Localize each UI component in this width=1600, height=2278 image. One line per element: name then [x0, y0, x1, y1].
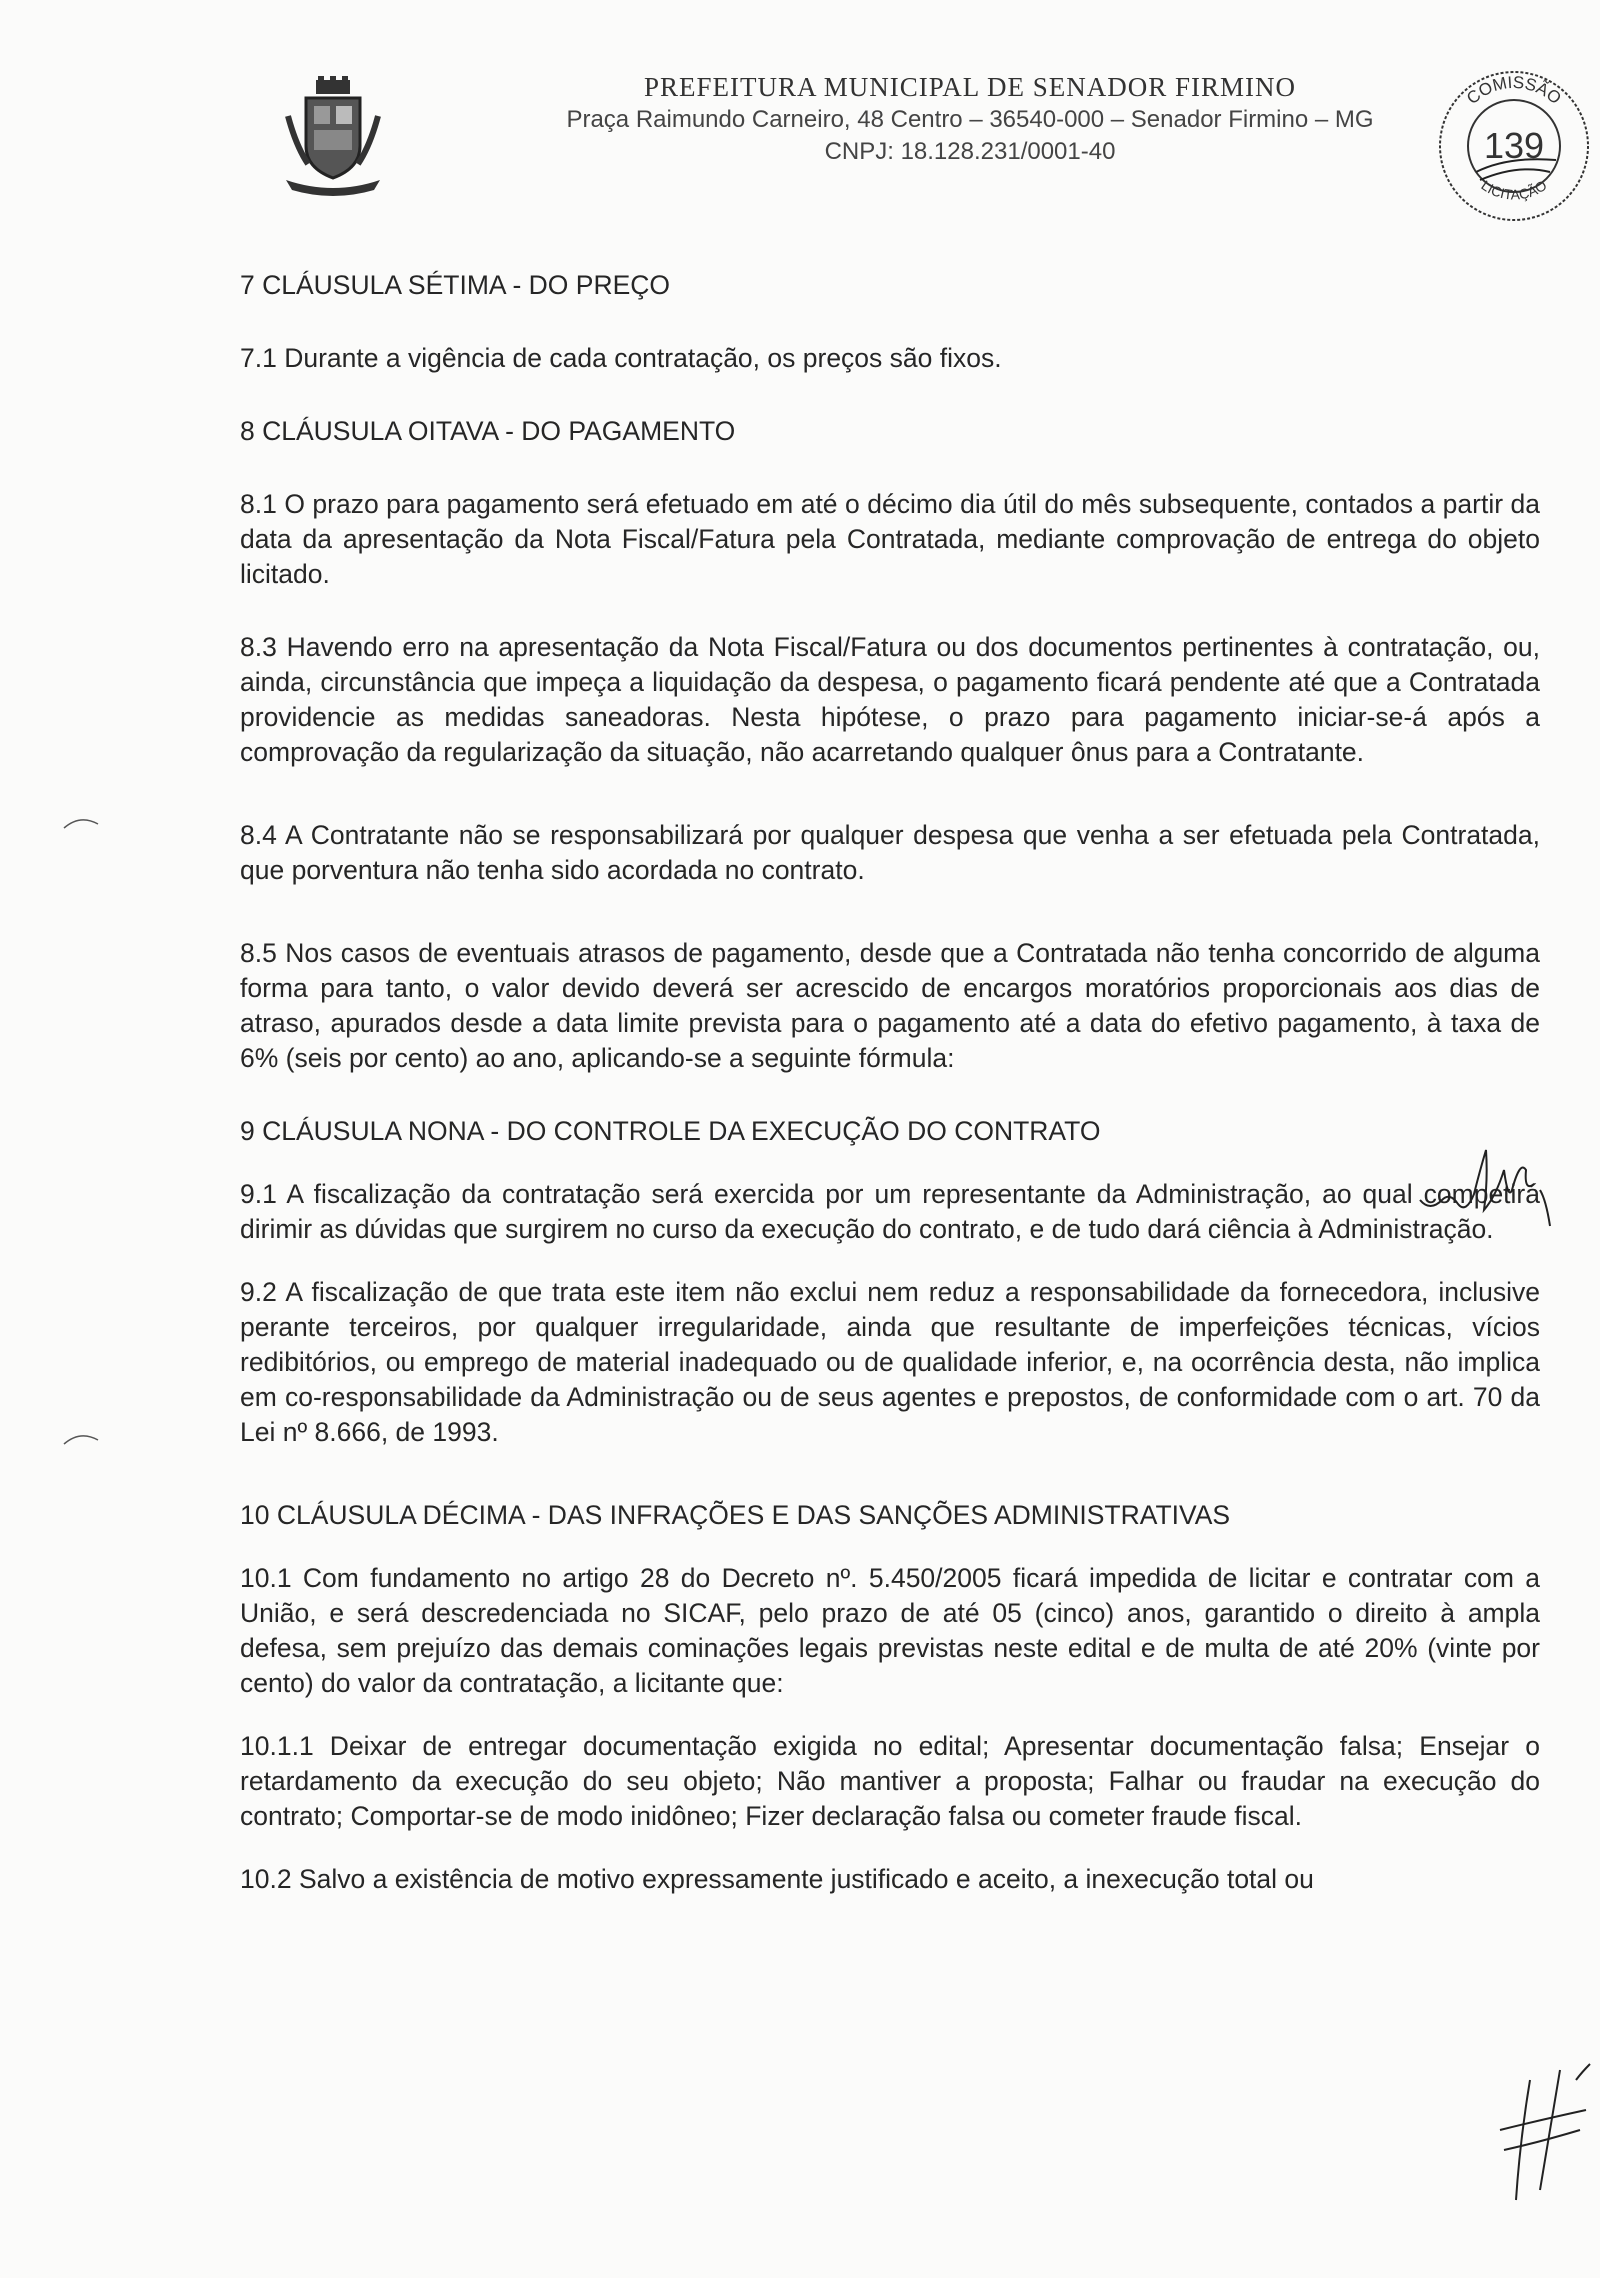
letterhead — [480, 70, 1460, 168]
clause-10-heading: 10 CLÁUSULA DÉCIMA - DAS INFRAÇÕES E DAS SANÇÕES ADMINISTRATIVAS — [240, 1500, 1231, 1530]
clause-9-1: 9.1 A fiscalização da contratação será exercida por um representante da Administração, ao qual competirá dirimir as dúvidas que surgirem no curso da execução do contrato, e de tudo dará ciência à Administração. — [240, 1179, 1540, 1244]
clause-9-2: 9.2 A fiscalização de que trata este item não exclui nem reduz a responsabilidade da fornecedora, inclusive perante terceiros, por qualquer irregularidade, ainda que resultante de imperfeições técnicas, vícios redibitórios, ou emprego de material inadequado ou de qualidade inferior, e, na ocorrência desta, não implica em co-responsabilidade da Administração ou de seus agentes e prepostos, de conformidade com o art. 70 da Lei nº 8.666, de 1993. — [240, 1277, 1540, 1447]
margin-mark — [62, 812, 102, 832]
clause-10-2: 10.2 Salvo a existência de motivo expressamente justificado e aceito, a inexecução total ou — [240, 1864, 1314, 1894]
stamp-bottom-text: LICITAÇÃO — [1478, 176, 1550, 203]
handwritten-signature — [1400, 1130, 1600, 1240]
stamp-number: 139 — [1483, 125, 1545, 166]
municipal-crest-icon — [278, 76, 388, 196]
organization-cnpj: CNPJ: 18.128.231/0001-40 — [824, 138, 1116, 165]
clause-7-heading: 7 CLÁUSULA SÉTIMA - DO PREÇO — [240, 270, 671, 300]
clause-8-4: 8.4 A Contratante não se responsabilizará por qualquer despesa que venha a ser efetuada pela Contratada, que porventura não tenha sido acordada no contrato. — [240, 820, 1540, 885]
organization-name: PREFEITURA MUNICIPAL DE SENADOR FIRMINO — [643, 72, 1297, 102]
clause-7-1: 7.1 Durante a vigência de cada contratação, os preços são fixos. — [240, 343, 1002, 373]
stamp-top-text: COMISSÃO — [1463, 72, 1565, 109]
clause-9-heading: 9 CLÁUSULA NONA - DO CONTROLE DA EXECUÇÃO DO CONTRATO — [240, 1116, 1101, 1146]
clause-8-1: 8.1 O prazo para pagamento será efetuado em até o décimo dia útil do mês subsequente, contados a partir da data da apresentação da Nota Fiscal/Fatura pela Contratada, mediante comprovação de entrega do objeto licitado. — [240, 489, 1540, 589]
contract-body — [240, 268, 1540, 1897]
clause-8-heading: 8 CLÁUSULA OITAVA - DO PAGAMENTO — [240, 416, 736, 446]
clause-8-5: 8.5 Nos casos de eventuais atrasos de pagamento, desde que a Contratada não tenha concorrido de alguma forma para tanto, o valor devido deverá ser acrescido de encargos moratórios proporcionais aos dias de atraso, apurados desde a data limite prevista para o pagamento até a data do efetivo pagamento, à taxa de 6% (seis por cento) ao ano, aplicando-se a seguinte fórmula: — [240, 938, 1540, 1073]
organization-address: Praça Raimundo Carneiro, 48 Centro – 36540-000 – Senador Firmino – MG — [566, 106, 1374, 133]
clause-10-1-1: 10.1.1 Deixar de entregar documentação exigida no edital; Apresentar documentação falsa; Ensejar o retardamento da execução do seu objeto; Não mantiver a proposta; Falhar ou fraudar na execução do contrato; Comportar-se de modo inidôneo; Fizer declaração falsa ou cometer fraude fiscal. — [240, 1731, 1540, 1831]
commission-stamp — [1428, 60, 1600, 232]
margin-mark — [62, 1428, 102, 1448]
clause-8-3: 8.3 Havendo erro na apresentação da Nota Fiscal/Fatura ou dos documentos pertinentes à contratação, ou, ainda, circunstância que impeça a liquidação da despesa, o pagamento ficará pendente até que a Contratada providencie as medidas saneadoras. Nesta hipótese, o prazo para pagamento iniciar-se-á após a comprovação da regularização da situação, não acarretando qualquer ônus para a Contratante. — [240, 632, 1540, 767]
handwritten-initials — [1490, 2060, 1600, 2210]
clause-10-1: 10.1 Com fundamento no artigo 28 do Decreto nº. 5.450/2005 ficará impedida de licitar e contratar com a União, e será descredenciada no SICAF, pelo prazo de até 05 (cinco) anos, garantido o direito à ampla defesa, sem prejuízo das demais cominações legais previstas neste edital e de multa de até 20% (vinte por cento) do valor da contratação, a licitante que: — [240, 1563, 1540, 1698]
